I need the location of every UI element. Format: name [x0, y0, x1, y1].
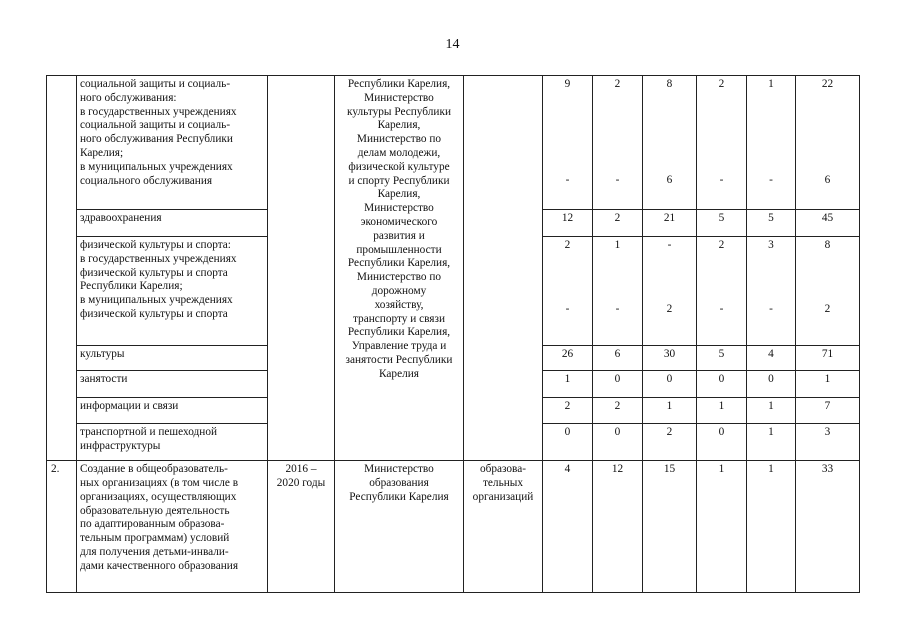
value-cell	[747, 423, 796, 460]
value-top: 45	[821, 211, 834, 224]
value-top: 12	[561, 211, 574, 224]
row-name-cell	[77, 345, 268, 370]
item-indicator-line: образова-	[479, 463, 527, 476]
value-top: 2	[718, 78, 725, 90]
value-top: 0	[614, 372, 621, 385]
row-name-line: в государственных учреждениях	[80, 252, 237, 265]
executor-line: транспорту и связи	[352, 312, 446, 325]
item-indicator-line: организаций	[472, 490, 534, 503]
value-cell	[543, 76, 593, 210]
value-spacer	[747, 253, 795, 303]
value-top: 0	[718, 425, 725, 438]
item-name-line: дами качественного образования	[80, 559, 239, 572]
value-cell	[747, 76, 796, 210]
value-spacer	[747, 92, 795, 174]
value-spacer	[697, 92, 746, 174]
table-row	[47, 76, 860, 210]
item-period-line: 2020 годы	[276, 476, 326, 489]
value-cell	[796, 236, 860, 345]
value-spacer	[643, 92, 696, 174]
value-cell	[593, 236, 643, 345]
value-top: 1	[718, 399, 725, 412]
executor-line: Министерство по	[356, 133, 442, 146]
item-name-line: Создание в общеобразователь-	[80, 463, 228, 476]
value-top: 9	[564, 78, 571, 90]
value-top: 2	[718, 238, 725, 251]
value-top: 26	[561, 347, 574, 360]
row-name-line: физической культуры и спорта:	[80, 238, 231, 251]
executor-line: Карелия,	[377, 119, 421, 132]
item-period-cell	[268, 461, 335, 593]
executor-line: делам молодежи,	[357, 146, 441, 159]
value-bottom: -	[719, 302, 724, 315]
item-value-cell: 1	[747, 461, 796, 593]
value-top: 22	[821, 78, 834, 90]
row-name-line: Карелия;	[80, 146, 124, 159]
row-name-line: физической культуры и спорта	[80, 307, 228, 320]
row-name-line: инфраструктуры	[80, 439, 161, 452]
value-cell	[697, 423, 747, 460]
value-cell	[796, 345, 860, 370]
row-number-cell	[47, 76, 77, 461]
item-name-line: для получения детьми-инвали-	[80, 545, 229, 558]
value-top: 1	[666, 399, 673, 412]
row-name-cell	[77, 423, 268, 460]
item-executor-line: Республики Карелия	[349, 490, 449, 503]
executor-line: Республики Карелия,	[347, 78, 451, 90]
value-top: 5	[718, 211, 725, 224]
executor-line: Управление труда и	[351, 340, 447, 353]
item-executor-cell	[335, 461, 464, 593]
value-cell	[543, 236, 593, 345]
item-executor-line: Министерство	[364, 463, 434, 476]
value-cell	[747, 345, 796, 370]
item-indicator-line: тельных	[482, 476, 524, 489]
row-name-cell	[77, 76, 268, 210]
value-top: 30	[663, 347, 676, 360]
value-cell	[796, 423, 860, 460]
value-cell	[697, 236, 747, 345]
row-name-line: информации и связи	[80, 399, 179, 412]
value-top: 6	[614, 347, 621, 360]
value-cell	[543, 423, 593, 460]
data-table	[46, 75, 860, 593]
item-value-cell: 12	[593, 461, 643, 593]
value-cell	[543, 345, 593, 370]
row-name-line: в муниципальных учреждениях	[80, 160, 233, 173]
value-cell	[796, 209, 860, 236]
item-name-line: тельным программам) условий	[80, 532, 230, 545]
row-name-line: ного обслуживания Республики	[80, 133, 233, 146]
value-cell	[697, 345, 747, 370]
value-cell	[697, 209, 747, 236]
value-top: -	[667, 238, 672, 251]
executor-line: Карелия	[379, 367, 419, 380]
row-name-line: ного обслуживания:	[80, 91, 177, 104]
value-top: 5	[718, 347, 725, 360]
value-spacer	[543, 92, 592, 174]
row-name-cell	[77, 370, 268, 397]
value-top: 2	[614, 211, 621, 224]
value-cell	[697, 76, 747, 210]
row-name-cell	[77, 236, 268, 345]
value-cell	[697, 397, 747, 423]
value-top: 7	[824, 399, 831, 412]
value-cell	[643, 76, 697, 210]
item-name-cell	[77, 461, 268, 593]
value-top: 1	[564, 372, 571, 385]
executor-line: Министерство	[364, 202, 434, 215]
value-spacer	[593, 92, 642, 174]
value-cell	[593, 209, 643, 236]
executor-line: развития и	[373, 229, 425, 242]
value-cell	[643, 209, 697, 236]
executor-line: Республики Карелия,	[347, 257, 451, 270]
table-body	[47, 76, 860, 593]
value-cell	[593, 370, 643, 397]
row-name-line: в государственных учреждениях	[80, 105, 237, 118]
row-name-line: культуры	[80, 347, 125, 360]
value-top: 2	[564, 238, 571, 251]
value-top: 3	[768, 238, 774, 251]
item-period-line: 2016 –	[285, 463, 317, 476]
value-cell	[543, 397, 593, 423]
value-cell	[643, 423, 697, 460]
row-name-line: физической культуры и спорта	[80, 266, 228, 279]
row-name-line: социального обслуживания	[80, 174, 213, 187]
value-cell	[796, 76, 860, 210]
row-name-line: транспортной и пешеходной	[80, 425, 218, 438]
value-bottom: -	[565, 302, 570, 315]
value-spacer	[643, 253, 696, 303]
indicator-cell	[464, 76, 543, 461]
value-cell	[643, 345, 697, 370]
value-bottom: -	[615, 173, 620, 186]
value-cell	[747, 209, 796, 236]
value-top: 2	[614, 78, 621, 90]
value-cell	[593, 345, 643, 370]
item-value-cell: 1	[697, 461, 747, 593]
row-name-line: здравоохранения	[80, 211, 162, 224]
value-top: 0	[718, 372, 725, 385]
value-spacer	[796, 253, 859, 303]
value-top: 8	[824, 238, 831, 251]
item-executor-line: образования	[369, 476, 429, 489]
executor-line: хозяйству,	[374, 298, 424, 311]
value-bottom: -	[615, 302, 620, 315]
value-cell	[796, 370, 860, 397]
executor-line: экономического	[360, 215, 438, 228]
value-spacer	[593, 253, 642, 303]
value-bottom: 2	[666, 302, 673, 315]
executor-line: занятости Республики	[345, 353, 453, 366]
value-top: 1	[768, 78, 774, 90]
value-cell	[593, 76, 643, 210]
item-value-cell: 15	[643, 461, 697, 593]
value-spacer	[796, 92, 859, 174]
executor-line: физической культуре	[348, 160, 450, 173]
value-top: 0	[564, 425, 571, 438]
row-name-line: занятости	[80, 372, 128, 385]
value-bottom: -	[769, 173, 773, 186]
executor-line: и спорту Республики	[348, 174, 450, 187]
executor-line: культуры Республики	[346, 105, 451, 118]
value-top: 2	[614, 399, 621, 412]
item-value-cell: 33	[796, 461, 860, 593]
item-number-cell: 2.	[47, 461, 77, 593]
value-cell	[593, 397, 643, 423]
value-cell	[747, 397, 796, 423]
value-cell	[697, 370, 747, 397]
value-cell	[543, 209, 593, 236]
value-bottom: -	[769, 302, 773, 315]
value-cell	[643, 236, 697, 345]
value-top: 0	[666, 372, 673, 385]
value-top: 2	[564, 399, 571, 412]
executor-line: Республики Карелия,	[347, 326, 451, 339]
value-spacer	[543, 253, 592, 303]
value-top: 1	[768, 425, 774, 438]
value-top: 1	[824, 372, 831, 385]
value-bottom: 2	[824, 302, 831, 315]
value-top: 3	[824, 425, 831, 438]
value-top: 5	[768, 211, 774, 224]
executor-line: Министерство	[364, 91, 434, 104]
page-number: 14	[445, 37, 460, 52]
executor-line: промышленности	[356, 243, 442, 256]
item-name-line: по адаптированным образова-	[80, 518, 225, 531]
executors-cell	[335, 76, 464, 461]
value-top: 71	[821, 347, 834, 360]
item-name-line: организациях, осуществляющих	[80, 490, 237, 503]
executor-line: дорожному	[371, 284, 427, 297]
row-name-cell	[77, 397, 268, 423]
value-cell	[643, 397, 697, 423]
item-value-cell: 4	[543, 461, 593, 593]
value-bottom: -	[565, 173, 570, 186]
value-bottom: -	[719, 173, 724, 186]
value-top: 0	[768, 372, 774, 385]
value-top: 2	[666, 425, 673, 438]
row-name-line: социальной защиты и социаль-	[80, 119, 231, 132]
value-cell	[796, 397, 860, 423]
value-top: 1	[614, 238, 621, 251]
row-name-line: социальной защиты и социаль-	[80, 78, 231, 90]
value-top: 1	[768, 399, 774, 412]
value-bottom: 6	[824, 173, 831, 186]
item-indicator-cell	[464, 461, 543, 593]
period-cell	[268, 76, 335, 461]
value-top: 4	[768, 347, 774, 360]
value-cell	[643, 370, 697, 397]
value-top: 8	[666, 78, 673, 90]
value-cell	[543, 370, 593, 397]
row-name-cell	[77, 209, 268, 236]
executor-line: Карелия,	[377, 188, 421, 201]
value-cell	[593, 423, 643, 460]
item-name-line: образовательную деятельность	[80, 504, 230, 517]
value-top: 21	[663, 211, 676, 224]
value-cell	[747, 236, 796, 345]
value-bottom: 6	[666, 173, 673, 186]
executor-line: Министерство по	[356, 271, 442, 284]
item-name-line: ных организациях (в том числе в	[80, 476, 239, 489]
row-name-line: в муниципальных учреждениях	[80, 294, 233, 307]
value-spacer	[697, 253, 746, 303]
value-top: 0	[614, 425, 621, 438]
value-cell	[747, 370, 796, 397]
table-row-item-2	[47, 461, 860, 593]
row-name-line: Республики Карелия;	[80, 280, 183, 293]
